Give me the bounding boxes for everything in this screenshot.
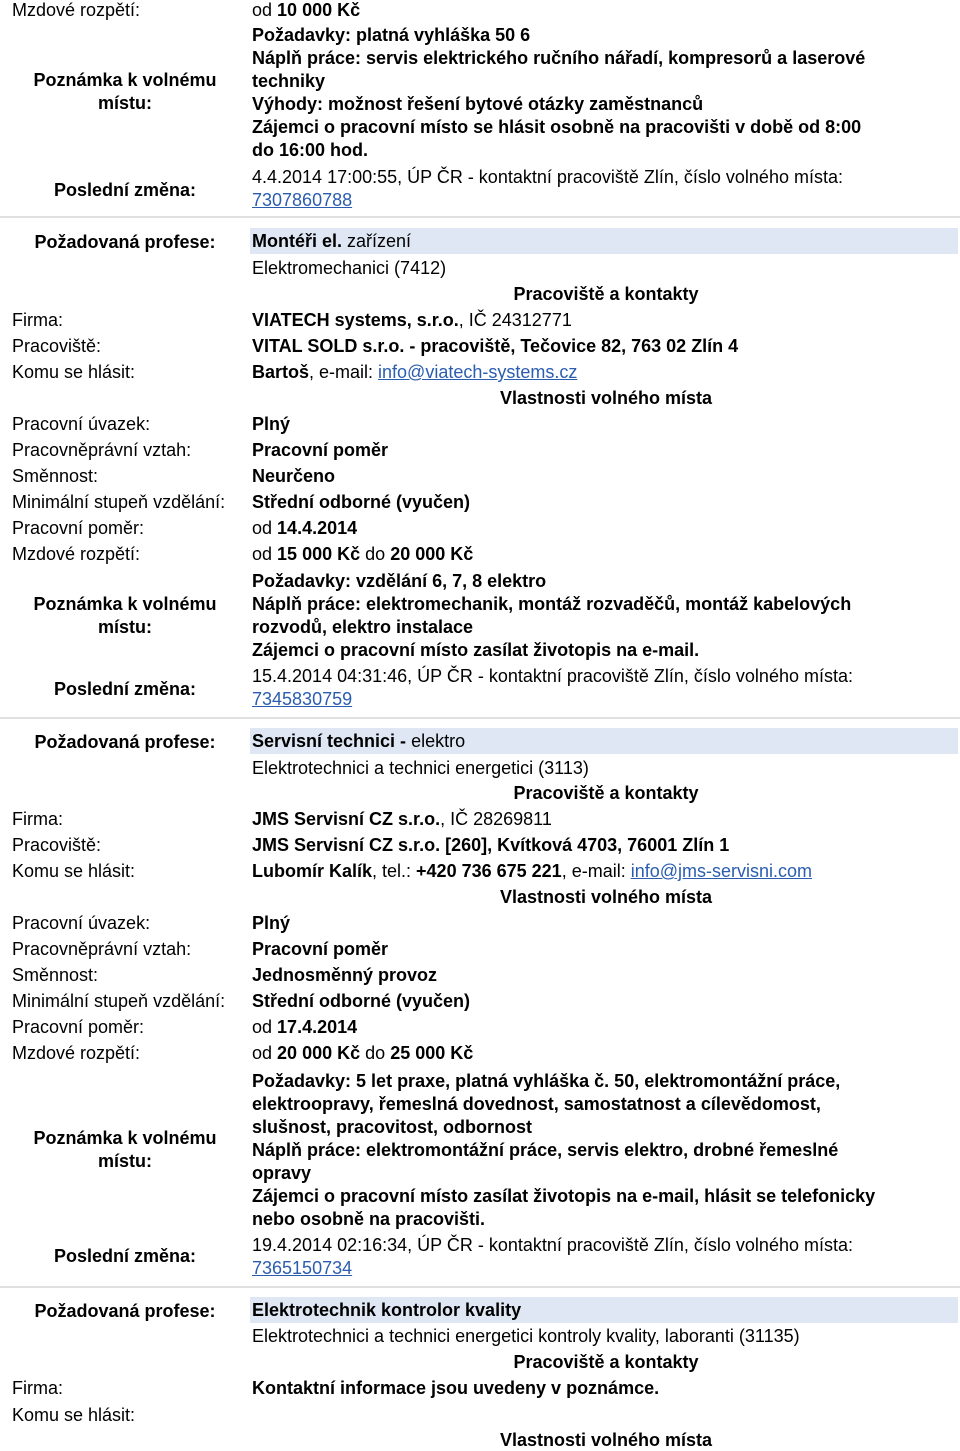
profession-name (252, 231, 960, 252)
note-text-2 (252, 1070, 960, 1231)
tel-label: , tel.: (372, 861, 417, 881)
firm-ic: , IČ 28269811 (440, 809, 552, 829)
note-label-line1: Poznámka k volnému (33, 70, 217, 90)
shift-label: Směnnost: (12, 965, 99, 985)
shift-value: Neurčeno (252, 466, 336, 486)
salary-label: Mzdové rozpětí: (12, 1043, 141, 1063)
firm-name: JMS Servisní CZ s.r.o. (252, 809, 441, 829)
from-word: od (252, 1017, 273, 1037)
note-label-line1: Poznámka k volnému (33, 1128, 217, 1148)
note-line: Náplň práce: elektromechanik, montáž rozvaděčů, montáž kabelových (252, 594, 852, 614)
contact-value (252, 362, 960, 383)
work-time-value: Plný (252, 913, 291, 933)
note-line: Zájemci o pracovní místo se hlásit osobně na pracovišti v době od 8:00 (252, 117, 862, 137)
last-change-value-0 (252, 166, 960, 212)
profession-category: Elektrotechnici a technici energetici (3113) (252, 758, 589, 778)
salary-to: 25 000 Kč (390, 1043, 474, 1063)
salary-value (252, 544, 960, 565)
salary-from: 10 000 Kč (277, 0, 361, 20)
note-line: opravy (252, 1163, 312, 1183)
employment-from: 14.4.2014 (277, 518, 358, 538)
vacancy-id-link[interactable]: 7307860788 (252, 190, 353, 210)
employment-from: 17.4.2014 (277, 1017, 358, 1037)
email-label: , e-mail: (309, 362, 379, 382)
separator (0, 717, 960, 719)
salary-from: 15 000 Kč (277, 544, 361, 564)
relation-label: Pracovněprávní vztah: (12, 939, 192, 959)
contact-label: Komu se hlásit: (12, 1405, 136, 1425)
section-props-heading: Vlastnosti volného místa (499, 388, 713, 408)
firm-name: VIATECH systems, s.r.o. (252, 310, 459, 330)
note-label-2 (0, 1127, 250, 1173)
salary-value (252, 1043, 960, 1064)
salary-to: 20 000 Kč (390, 544, 474, 564)
education-value: Střední odborné (vyučen) (252, 991, 471, 1011)
profession-name-tail: zařízení (347, 231, 412, 251)
profession-label: Požadovaná profese: (34, 1301, 216, 1321)
email-link[interactable]: info@viatech-systems.cz (378, 362, 578, 382)
relation-value: Pracovní poměr (252, 939, 389, 959)
note-line: Zájemci o pracovní místo zasílat životopis na e-mail. (252, 640, 700, 660)
note-line: Náplň práce: elektromontážní práce, servis elektro, drobné řemeslné (252, 1140, 839, 1160)
from-word: od (252, 1043, 273, 1063)
note-line: Náplň práce: servis elektrického ručního nářadí, kompresorů a laserové (252, 48, 866, 68)
separator (0, 216, 960, 218)
note-line: Požadavky: vzdělání 6, 7, 8 elektro (252, 571, 547, 591)
employment-label: Pracovní poměr: (12, 518, 145, 538)
last-change-label-0: Poslední změna: (53, 180, 197, 200)
employment-label: Pracovní poměr: (12, 1017, 145, 1037)
last-change-text: 19.4.2014 02:16:34, ÚP ČR - kontaktní pracoviště Zlín, číslo volného místa: (252, 1235, 853, 1255)
firm-value (252, 310, 960, 331)
profession-label: Požadovaná profese: (34, 732, 216, 752)
contact-label: Komu se hlásit: (12, 362, 136, 382)
firm-label: Firma: (12, 1378, 63, 1398)
note-line: Výhody: možnost řešení bytové otázky zaměstnanců (252, 94, 704, 114)
relation-value: Pracovní poměr (252, 440, 389, 460)
separator (0, 1286, 960, 1288)
shift-value: Jednosměnný provoz (252, 965, 438, 985)
relation-label: Pracovněprávní vztah: (12, 440, 192, 460)
workplace-value: JMS Servisní CZ s.r.o. [260], Kvítková 4703, 76001 Zlín 1 (252, 835, 730, 855)
section-contacts-heading: Pracoviště a kontakty (513, 1352, 699, 1372)
note-line: Požadavky: 5 let praxe, platná vyhláška č. 50, elektromontážní práce, (252, 1071, 841, 1091)
note-line: Zájemci o pracovní místo zasílat životopis na e-mail, hlásit se telefonicky (252, 1186, 876, 1206)
work-time-value: Plný (252, 414, 291, 434)
note-line: Požadavky: platná vyhláška 50 6 (252, 25, 531, 45)
profession-name (252, 731, 960, 752)
note-label-line1: Poznámka k volnému (33, 594, 217, 614)
note-text-0 (252, 24, 960, 162)
last-change-label-2: Poslední změna: (53, 1246, 197, 1266)
note-line: nebo osobně na pracovišti. (252, 1209, 486, 1229)
note-line: do 16:00 hod. (252, 140, 369, 160)
contact-name: Bartoš (252, 362, 310, 382)
profession-category: Elektrotechnici a technici energetici kontroly kvality, laboranti (31135) (252, 1326, 800, 1346)
firm-label: Firma: (12, 809, 63, 829)
workplace-value: VITAL SOLD s.r.o. - pracoviště, Tečovice 82, 763 02 Zlín 4 (252, 336, 739, 356)
section-props-heading: Vlastnosti volného místa (499, 1430, 713, 1450)
profession-label: Požadovaná profese: (34, 232, 216, 252)
note-line: elektroopravy, řemeslná dovednost, samostatnost a cílevědomost, (252, 1094, 821, 1114)
note-line: slušnost, pracovitost, odbornost (252, 1117, 533, 1137)
firm-value (252, 809, 960, 830)
shift-label: Směnnost: (12, 466, 99, 486)
contact-value (252, 861, 960, 882)
last-change-label-1: Poslední změna: (53, 679, 197, 699)
vacancy-id-link[interactable]: 7365150734 (252, 1258, 353, 1278)
profession-name-bold: Montéři el. (252, 231, 348, 251)
to-word: do (365, 544, 386, 564)
contact-name: Lubomír Kalík (252, 861, 373, 881)
to-word: do (365, 1043, 386, 1063)
email-link[interactable]: info@jms-servisni.com (630, 861, 813, 881)
from-word: od (252, 0, 273, 20)
section-contacts-heading: Pracoviště a kontakty (513, 284, 699, 304)
note-text-1 (252, 570, 960, 662)
employment-value (252, 518, 960, 539)
note-label-0 (0, 69, 250, 115)
education-label: Minimální stupeň vzdělání: (12, 991, 226, 1011)
note-label-line2: místu: (98, 93, 152, 113)
contact-label: Komu se hlásit: (12, 861, 136, 881)
note-line: rozvodů, elektro instalace (252, 617, 474, 637)
firm-value: Kontaktní informace jsou uvedeny v poznámce. (252, 1378, 660, 1398)
section-props-heading: Vlastnosti volného místa (499, 887, 713, 907)
note-line: techniky (252, 71, 326, 91)
salary-value (252, 0, 960, 21)
workplace-label: Pracoviště: (12, 835, 102, 855)
last-change-value-2 (252, 1234, 960, 1280)
profession-category: Elektromechanici (7412) (252, 258, 447, 278)
profession-name: Elektrotechnik kontrolor kvality (252, 1300, 522, 1320)
from-word: od (252, 544, 273, 564)
last-change-text: 15.4.2014 04:31:46, ÚP ČR - kontaktní pracoviště Zlín, číslo volného místa: (252, 666, 853, 686)
last-change-value-1 (252, 665, 960, 711)
employment-value (252, 1017, 960, 1038)
section-contacts-heading: Pracoviště a kontakty (513, 783, 699, 803)
firm-ic: , IČ 24312771 (458, 310, 572, 330)
note-label-line2: místu: (98, 1151, 152, 1171)
salary-from: 20 000 Kč (277, 1043, 361, 1063)
tel-value: +420 736 675 221 (416, 861, 562, 881)
workplace-label: Pracoviště: (12, 336, 102, 356)
last-change-text: 4.4.2014 17:00:55, ÚP ČR - kontaktní pracoviště Zlín, číslo volného místa: (252, 167, 843, 187)
salary-label: Mzdové rozpětí: (12, 0, 141, 20)
from-word: od (252, 518, 273, 538)
vacancy-id-link[interactable]: 7345830759 (252, 689, 353, 709)
salary-label: Mzdové rozpětí: (12, 544, 141, 564)
education-value: Střední odborné (vyučen) (252, 492, 471, 512)
firm-label: Firma: (12, 310, 63, 330)
profession-name-tail: elektro (411, 731, 466, 751)
profession-name-bold: Servisní technici - (252, 731, 412, 751)
work-time-label: Pracovní úvazek: (12, 913, 151, 933)
work-time-label: Pracovní úvazek: (12, 414, 151, 434)
note-label-line2: místu: (98, 617, 152, 637)
email-label: , e-mail: (561, 861, 631, 881)
note-label-1 (0, 593, 250, 639)
education-label: Minimální stupeň vzdělání: (12, 492, 226, 512)
